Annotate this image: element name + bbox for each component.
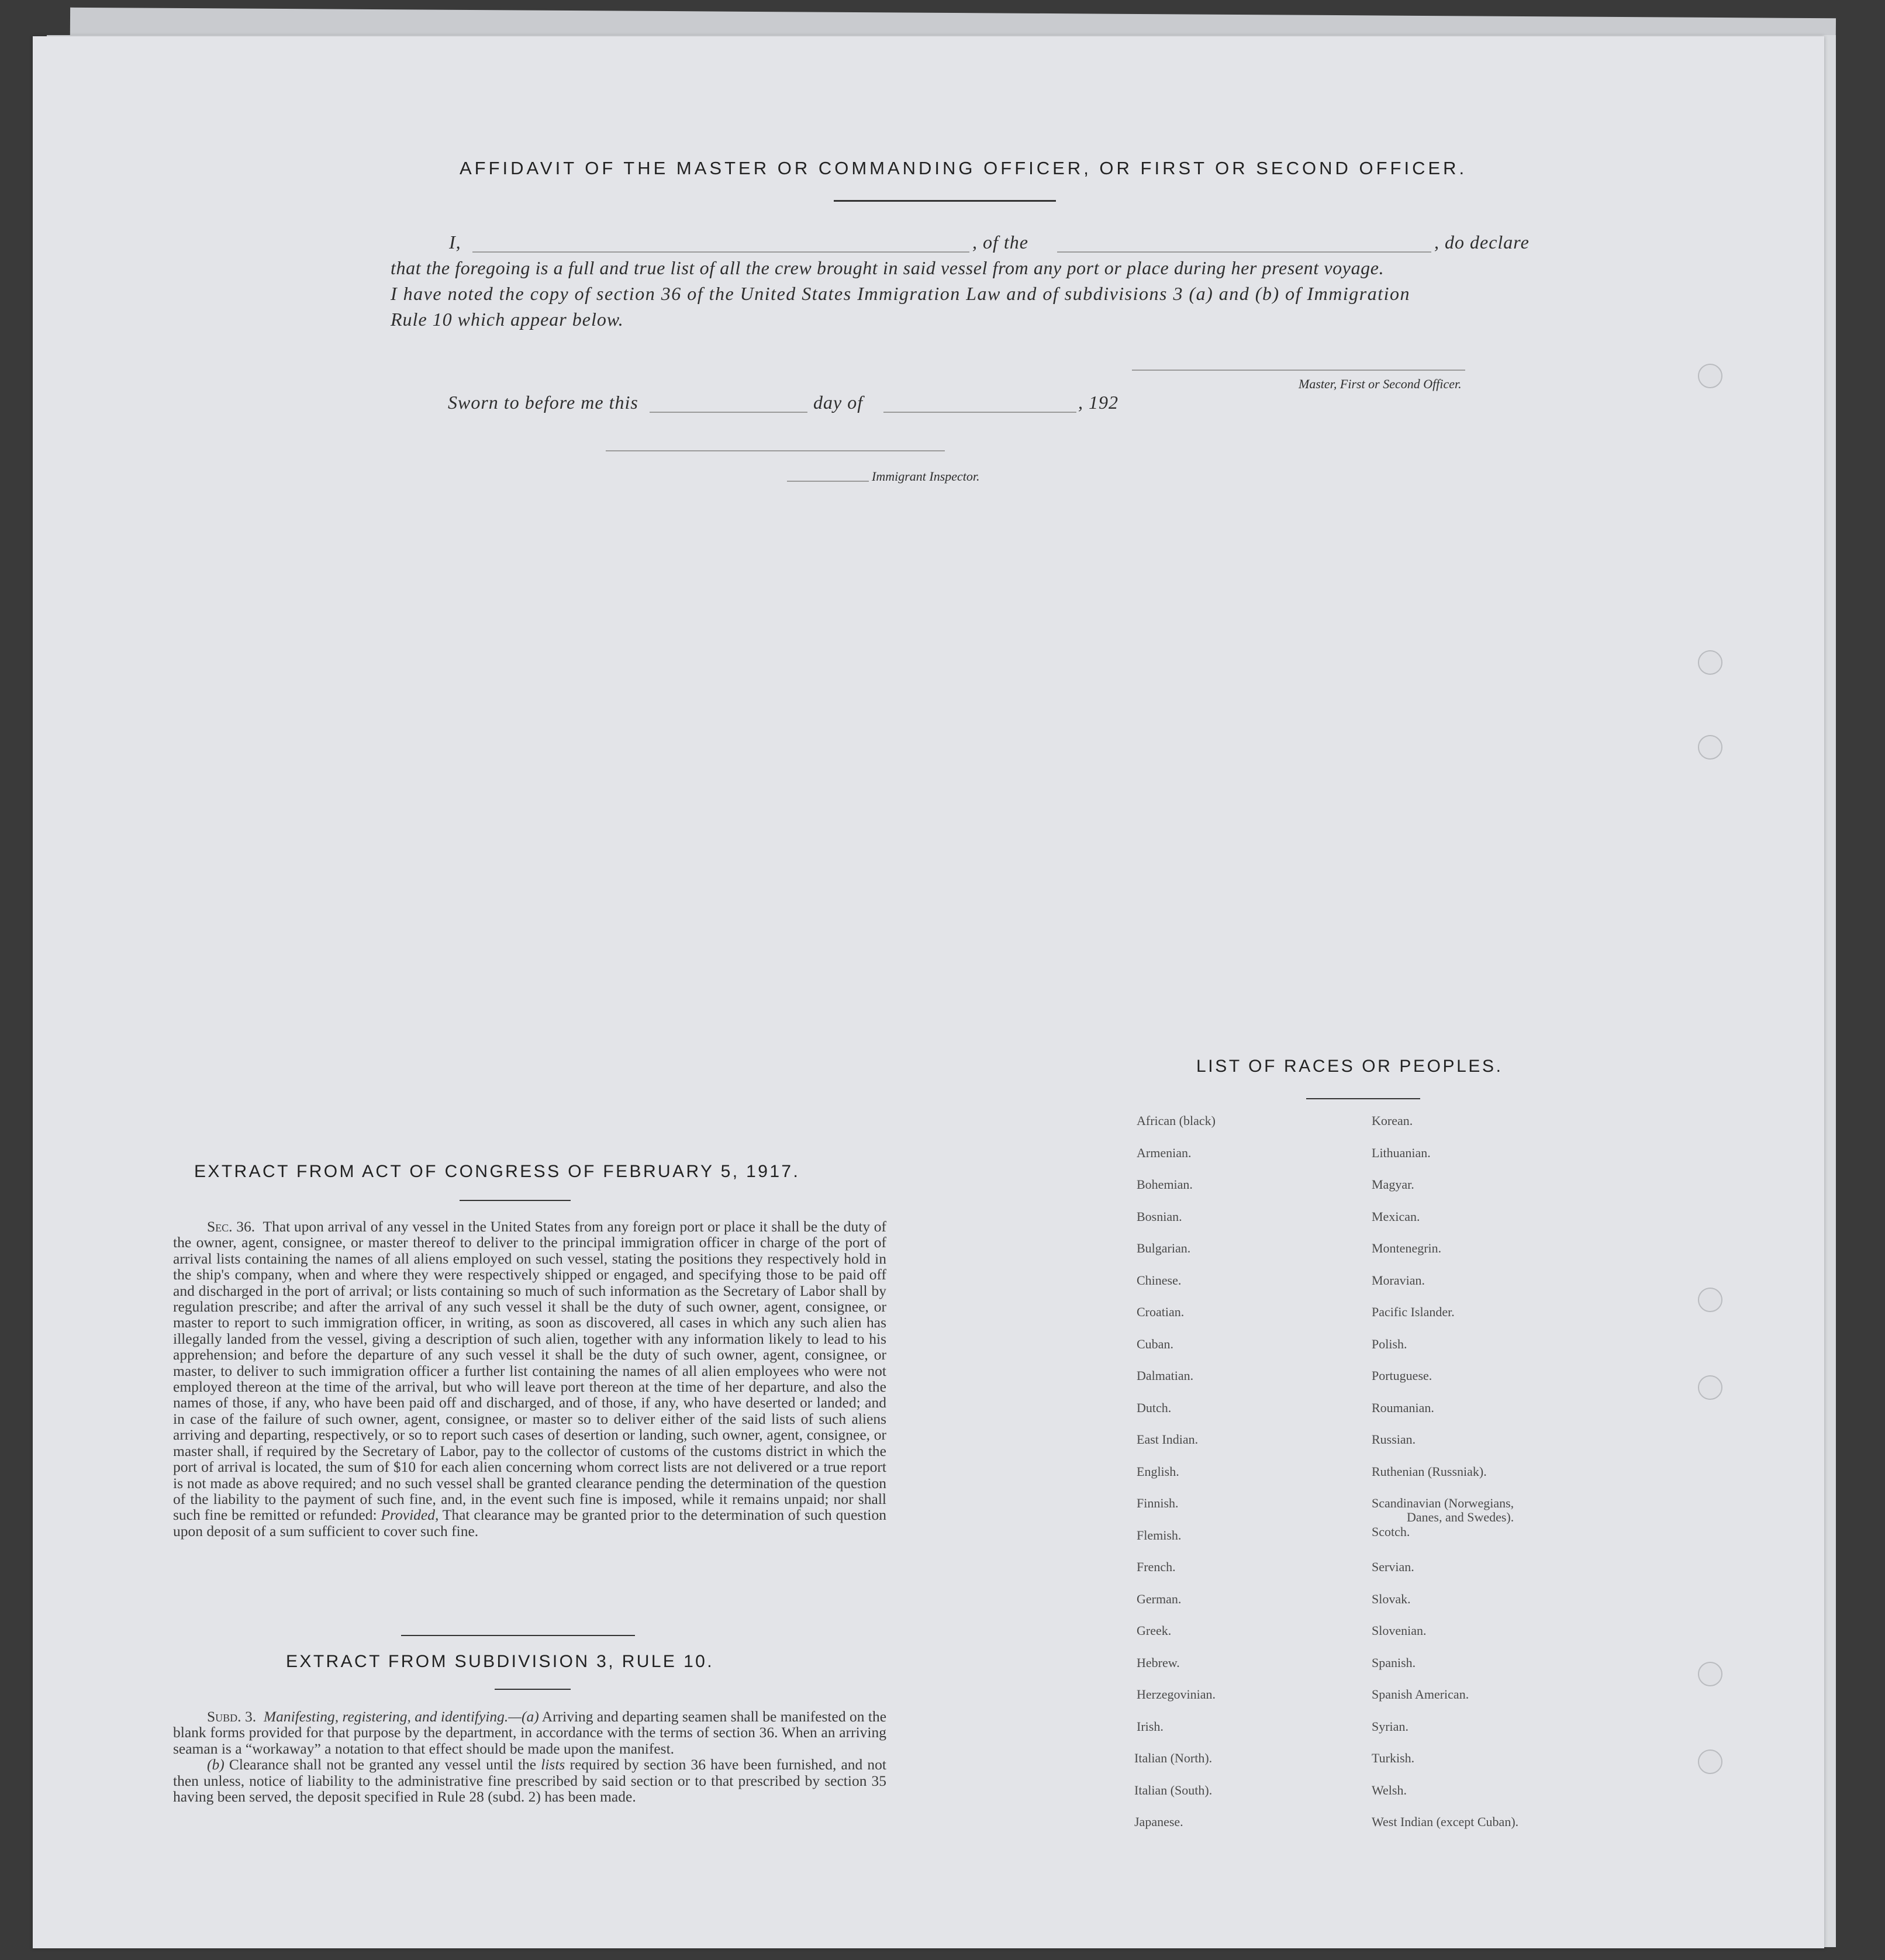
provided-label: Provided,	[381, 1506, 439, 1524]
affidavit-i: I,	[449, 232, 461, 253]
inspector-signature-line[interactable]	[606, 450, 945, 451]
subdivision-3-text	[173, 1709, 886, 1804]
race-item: Pacific Islander.	[1372, 1305, 1455, 1319]
race-item: Montenegrin.	[1372, 1241, 1442, 1255]
subd-para-b-2: required by section 36 have been furnished, and not then unless, notice of liability to the administrative fine prescribed by said section or to that prescribed by section 35 having been served, the deposit specified in Rule 28 (subd. 2) has been made.	[173, 1756, 887, 1806]
section-end: That clearance may be granted prior to the determination of such question upon deposit of a sum sufficient to cover such fine.	[173, 1506, 887, 1540]
race-item: Italian (South).	[1134, 1782, 1213, 1797]
affidavit-heading: AFFIDAVIT OF THE MASTER OR COMMANDING OFFICER, OR FIRST OR SECOND OFFICER.	[460, 158, 1468, 178]
race-item: German.	[1137, 1591, 1182, 1606]
extract-separator-rule	[401, 1635, 635, 1636]
race-item: Hebrew.	[1137, 1655, 1180, 1670]
inspector-label: Immigrant Inspector.	[872, 469, 980, 484]
race-item: West Indian (except Cuban).	[1372, 1814, 1519, 1829]
race-item: Scotch.	[1372, 1524, 1410, 1539]
race-item: Dutch.	[1137, 1400, 1172, 1415]
race-item: Greek.	[1137, 1623, 1172, 1638]
race-item: Spanish American.	[1372, 1687, 1469, 1702]
race-item: Slovak.	[1372, 1591, 1411, 1606]
binder-hole	[1698, 735, 1722, 760]
race-item: Croatian.	[1137, 1305, 1185, 1319]
affidavit-line-4: Rule 10 which appear below.	[391, 309, 624, 330]
race-item: African (black)	[1137, 1113, 1216, 1128]
race-item: Japanese.	[1134, 1814, 1183, 1829]
binder-hole	[1698, 364, 1722, 388]
binder-hole	[1698, 1662, 1722, 1686]
race-item: Lithuanian.	[1372, 1145, 1431, 1160]
form-page	[33, 36, 1824, 1948]
subd-title: Manifesting, registering, and identifying.—(a)	[263, 1708, 539, 1725]
race-item: French.	[1137, 1559, 1176, 1574]
race-item: East Indian.	[1137, 1432, 1199, 1447]
race-item: Ruthenian (Russniak).	[1372, 1464, 1487, 1479]
race-item: Polish.	[1372, 1336, 1407, 1351]
sworn-day-of: day of	[813, 392, 864, 413]
affidavit-line-2: that the foregoing is a full and true list of all the crew brought in said vessel from any port or place during her present voyage.	[391, 257, 1385, 278]
section-label: Sec. 36.	[207, 1218, 256, 1235]
race-item: Italian (North).	[1134, 1751, 1213, 1765]
race-item: Welsh.	[1372, 1782, 1407, 1797]
race-item: Syrian.	[1372, 1719, 1408, 1734]
race-item: Finnish.	[1137, 1496, 1179, 1510]
race-item: Magyar.	[1372, 1177, 1414, 1192]
race-item: Russian.	[1372, 1432, 1416, 1447]
signature-line[interactable]	[1132, 370, 1465, 371]
affidavit-line-1	[449, 229, 1537, 255]
race-item: Moravian.	[1372, 1272, 1425, 1288]
subd-label: Subd. 3.	[207, 1708, 257, 1725]
extract-rule-rule	[495, 1689, 571, 1690]
race-item: Bulgarian.	[1137, 1241, 1191, 1255]
sworn-prefix: Sworn to before me this	[448, 392, 638, 413]
day-blank[interactable]	[650, 412, 807, 413]
binder-hole	[1698, 1375, 1722, 1400]
race-item: Korean.	[1372, 1113, 1413, 1128]
race-item: Scandinavian (Norwegians,	[1372, 1496, 1514, 1510]
race-item: Spanish.	[1372, 1655, 1416, 1670]
extract-act-heading: EXTRACT FROM ACT OF CONGRESS OF FEBRUARY 5, 1917.	[194, 1162, 800, 1181]
section-36-text	[173, 1219, 886, 1539]
subd-para-a: Arriving and departing seamen shall be manifested on the blank forms provided for that purpose by the department, in accordance with the terms of section 36. When an arriving seaman is a “workaway” a notation to that effect should be made upon the manifest.	[173, 1708, 887, 1757]
subd-para-b-1: Clearance shall not be granted any vessel until the	[229, 1756, 537, 1773]
races-left-column	[1134, 1113, 1359, 1885]
race-item: Bohemian.	[1137, 1177, 1193, 1192]
race-item: Servian.	[1372, 1559, 1414, 1574]
race-item: Mexican.	[1372, 1209, 1420, 1224]
races-rule	[1306, 1098, 1420, 1099]
vessel-blank[interactable]	[1057, 251, 1431, 253]
race-item: Chinese.	[1137, 1272, 1182, 1288]
sworn-year: , 192	[1078, 392, 1118, 413]
race-item: English.	[1137, 1464, 1179, 1479]
race-item: Roumanian.	[1372, 1400, 1434, 1415]
race-item: Danes, and Swedes).	[1407, 1510, 1514, 1524]
extract-act-rule	[460, 1200, 571, 1201]
subd-lists: lists	[541, 1756, 565, 1773]
races-heading: LIST OF RACES OR PEOPLES.	[1196, 1057, 1503, 1076]
month-blank[interactable]	[883, 412, 1076, 413]
race-item: Portuguese.	[1372, 1368, 1432, 1383]
race-item: Bosnian.	[1137, 1209, 1182, 1224]
race-item: Slovenian.	[1372, 1623, 1427, 1638]
signature-label: Master, First or Second Officer.	[1299, 377, 1462, 391]
section-body: That upon arrival of any vessel in the United States from any foreign port or place it shall be the duty of the owner, agent, consignee, or master thereof to deliver to the principal immigration officer in charge of the port of arrival lists containing the names of all aliens employed on such vessel, stating the positions they respectively hold in the ship's company, when and where they were respectively shipped or engaged, and specifying those to be paid off and discharged in the port of arrival; or lists containing so much of such information as the Secretary of Labor shall by regulation prescribe; and after the arrival of any such vessel it shall be the duty of such owner, agent, consignee, or master to report to such immigration officer, in writing, as soon as discovered, all cases in which any such alien has illegally landed from the vessel, giving a description of such alien, together with any information likely to lead to his apprehension; and before the departure of any such vessel it shall be the duty of such owner, agent, consignee, or master, to deliver to such immigration officer a further list containing the names of all alien employees who were not employed thereon at the time of the arrival, but who will leave port thereon at the time of her departure, and also the names of those, if any, who have been paid off and discharged, and of those, if any, who have deserted or landed; and in case of the failure of such owner, agent, consignee, or master so to deliver either of the said lists of such aliens arriving and departing, respectively, or so to report such cases of desertion or landing, such owner, agent, consignee, or master shall, if required by the Secretary of Labor, pay to the collector of customs of the customs district in which the port of arrival is located, the sum of $10 for each alien concerning whom correct lists are not delivered or a true report is not made as above required; and no such vessel shall be granted clearance pending the determination of the question of the liability to the payment of such fine, and, in the event such fine is imposed, while it remains unpaid; nor shall such fine be remitted or refunded:	[173, 1218, 887, 1524]
races-right-column	[1372, 1113, 1617, 1885]
extract-rule-heading: EXTRACT FROM SUBDIVISION 3, RULE 10.	[286, 1652, 714, 1671]
race-item: Armenian.	[1137, 1145, 1192, 1160]
race-item: Flemish.	[1137, 1527, 1182, 1543]
subd-b-label: (b)	[207, 1756, 225, 1773]
affidavit-declare: , do declare	[1434, 232, 1530, 253]
race-item: Turkish.	[1372, 1751, 1415, 1765]
binder-hole	[1698, 1749, 1722, 1774]
affidavit-line-3: I have noted the copy of section 36 of the United States Immigration Law and of subdivisions 3 (a) and (b) of Immigration	[391, 283, 1410, 304]
race-item: Herzegovinian.	[1137, 1687, 1216, 1702]
inspector-short-line	[787, 481, 869, 482]
affidavit-of-the: , of the	[972, 232, 1028, 253]
name-blank[interactable]	[472, 251, 969, 253]
sworn-line	[448, 389, 1149, 415]
heading-rule	[834, 200, 1056, 202]
race-item: Irish.	[1137, 1719, 1164, 1734]
race-item: Dalmatian.	[1137, 1368, 1194, 1383]
binder-hole	[1698, 650, 1722, 675]
race-item: Cuban.	[1137, 1336, 1173, 1351]
binder-hole	[1698, 1288, 1722, 1312]
